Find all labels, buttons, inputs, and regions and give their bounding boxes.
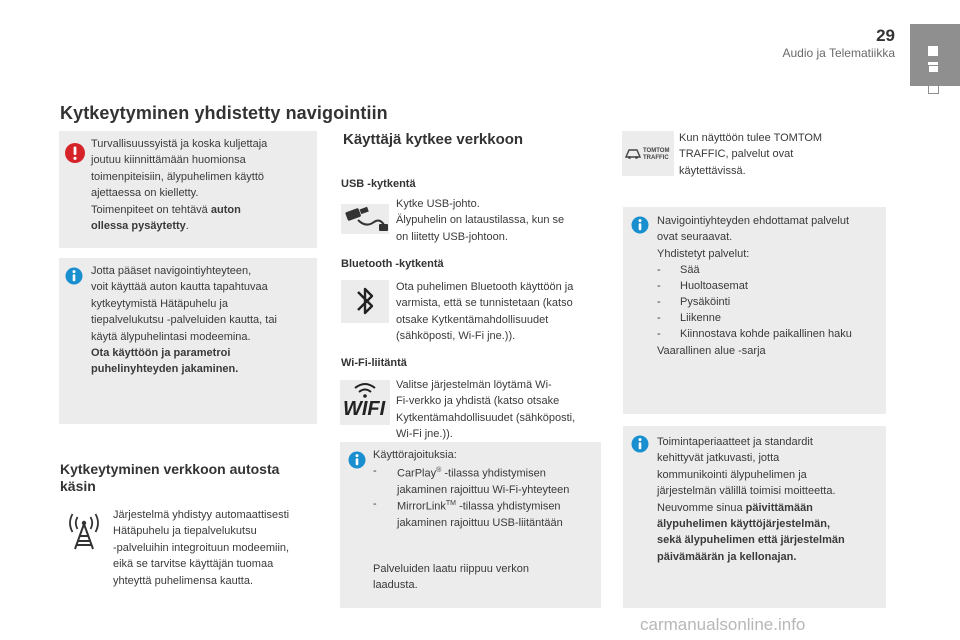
usb-text: Kytke USB-johto. Älypuhelin on lataustilassa, kun se on liitetty USB-johtoon.: [396, 198, 565, 243]
warning-icon: [64, 142, 86, 164]
traffic-icon-label: TRAFFIC: [643, 155, 669, 161]
info-box-left: [59, 258, 317, 424]
antenna-icon: [64, 512, 104, 552]
chapter-box-icon[interactable]: [928, 83, 939, 94]
watermark: carmanualsonline.info: [640, 615, 806, 634]
wifi-heading: Wi-Fi-liitäntä: [341, 357, 407, 369]
info-box-services: [623, 207, 886, 414]
user-section-title: Käyttäjä kytkee verkkoon: [343, 131, 524, 148]
service-bullet: -: [657, 328, 661, 340]
service-bullet: -: [657, 280, 661, 292]
wifi-text: Valitse järjestelmän löytämä Wi- Fi-verkko ja yhdistä (katso otsake Kytkentämahdollisuudet (sähköposti, Wi-Fi jne.)).: [396, 379, 576, 441]
page-number: 29: [876, 26, 895, 45]
service-item-traffic: Liikenne: [680, 312, 721, 324]
update-text: Toimintaperiaatteet ja standardit kehittyvät jatkuvasti, jotta kommunikointi älypuhelimen ja järjestelmän välillä toimisi moitteetta. Neuvomme sinua päivittämään älypuhelimen käyttöjärjestelmän, sekä älypuhelimen että järjestelmän päivämäärän ja kellonajan.: [657, 436, 845, 563]
service-bullet: -: [657, 312, 661, 324]
info-icon: [631, 435, 649, 453]
auto-section-title: Kytkeytyminen verkkoon autosta käsin: [60, 461, 280, 494]
bluetooth-icon: [340, 279, 390, 324]
services-footer: Vaarallinen alue -sarja: [657, 345, 766, 357]
section-title: Audio ja Telematiikka: [782, 46, 895, 60]
chapter-box-icon[interactable]: [928, 65, 939, 76]
tomtom-icon-label: TOMTOM: [643, 148, 670, 154]
wifi-icon-box: [340, 380, 390, 425]
tab-square-icon: [928, 46, 938, 56]
limitations-carplay: CarPlay® -tilassa yhdistymisen jakaminen rajoittuu Wi-Fi-yhteyteen: [397, 467, 570, 497]
warning-text: Turvallisuussyistä ja koska kuljettaja joutuu kiinnittämään huomionsa toimenpiteisiin, älypuhelimen käyttö ajettaessa on kielletty. Toimenpiteet on tehtävä auton ollessa pysäytetty.: [91, 138, 268, 233]
info-box-update: [623, 426, 886, 608]
bluetooth-text: Ota puhelimen Bluetooth käyttöön ja varmista, että se tunnistetaan (katso otsake Kytkentämahdollisuudet (sähköposti, Wi-Fi jne.)).: [396, 281, 574, 343]
service-bullet: -: [657, 264, 661, 276]
info-icon: [631, 216, 649, 234]
info-icon: [65, 267, 83, 285]
services-intro: Navigointiyhteyden ehdottamat palvelut ovat seuraavat. Yhdistetyt palvelut:: [657, 215, 850, 260]
limitations-bullet: -: [373, 465, 377, 477]
usb-cable-icon: [340, 198, 390, 240]
page-title: Kytkeytyminen yhdistetty navigointiin: [60, 103, 388, 123]
service-quality-text: Palveluiden laatu riippuu verkon laadusta.: [373, 563, 529, 592]
usb-heading: USB -kytkentä: [341, 178, 416, 190]
tomtom-traffic-icon: [625, 146, 641, 160]
limitations-title: Käyttörajoituksia:: [373, 449, 457, 461]
info-text-left: Jotta pääset navigointiyhteyteen, voit käyttää auton kautta tapahtuvaa kytkeytymistä Hätäpuhelu ja tiepalvelukutsu -palveluiden kautta, tai käytä älypuhelintasi modeemina. Ota käyttöön ja parametroi puhelinyhteyden jakaminen.: [91, 265, 277, 376]
tomtom-text: Kun näyttöön tulee TOMTOM TRAFFIC, palvelut ovat käytettävissä.: [679, 132, 823, 177]
wifi-icon: WIFI: [343, 398, 386, 420]
info-box-middle: [340, 442, 601, 608]
info-icon: [348, 451, 366, 469]
limitations-bullet: -: [373, 498, 377, 510]
auto-section-text: Järjestelmä yhdistyy automaattisesti Hätäpuhelu ja tiepalvelukutsu -palveluihin integroituun modeemiin, eikä se tarvitse käyttäjän tuomaa yhteyttä puhelimensa kautta.: [113, 509, 290, 587]
service-item-fuel: Huoltoasemat: [680, 280, 748, 292]
service-item-poi: Kiinnostava kohde paikallinen haku: [680, 328, 852, 340]
service-item-weather: Sää: [680, 264, 700, 276]
warning-box: [59, 131, 317, 248]
wifi-signal-icon: [353, 382, 377, 398]
tomtom-icon-box: [622, 131, 674, 176]
chapter-tab[interactable]: [910, 24, 960, 86]
bluetooth-heading: Bluetooth -kytkentä: [341, 258, 444, 270]
limitations-mirrorlink: MirrorLink™ -tilassa yhdistymisen jakaminen rajoittuu USB-liitäntään: [397, 500, 563, 530]
service-item-parking: Pysäköinti: [680, 296, 731, 308]
service-bullet: -: [657, 296, 661, 308]
